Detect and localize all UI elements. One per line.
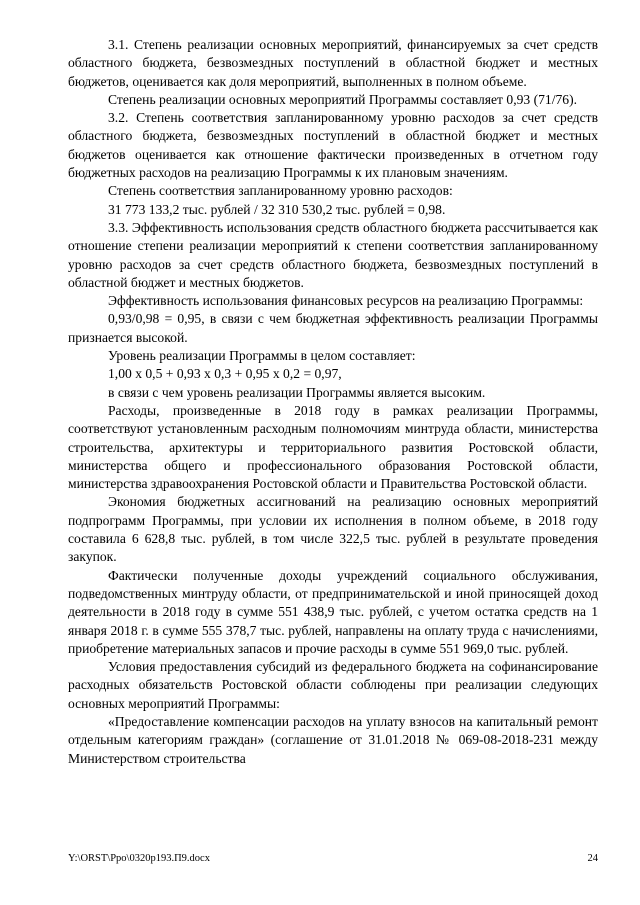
paragraph: 3.1. Степень реализации основных мероприятий, финансируемых за счет средств областного бюджета, безвозмездных поступлений в областной бюджет и местных бюджетов, оценивается как доля мероприятий, выполненных в полном объеме. — [68, 37, 598, 89]
paragraph: в связи с чем уровень реализации Программы является высоким. — [108, 384, 486, 400]
page-number: 24 — [587, 853, 598, 864]
paragraph: Фактически полученные доходы учреждений социального обслуживания, подведомственных минтруду области, от предпринимательской и иной приносящей доход деятельности в 2018 году в сумме 551 438,9 тыс. рублей, с учетом остатка средств на 1 января 2018 г. в сумме 555 378,7 тыс. рублей, направлены на оплату труда с начислениями, приобретение материальных запасов и прочие расходы в сумме 551 969,0 тыс. рублей. — [68, 567, 598, 656]
paragraph: Степень реализации основных мероприятий Программы составляет 0,93 (71/76). — [108, 91, 578, 107]
paragraph: 3.3. Эффективность использования средств областного бюджета рассчитывается как отношение степени реализации мероприятий к степени соответствия запланированному уровню расходов за счет средств областного бюджета, безвозмездных поступлений в областной бюджет и местных бюджетов. — [68, 219, 598, 290]
document-body — [68, 36, 598, 768]
formula-line: 31 773 133,2 тыс. рублей / 32 310 530,2 тыс. рублей = 0,98. — [108, 201, 446, 217]
paragraph: Степень соответствия запланированному уровню расходов: — [108, 183, 453, 199]
paragraph: «Предоставление компенсации расходов на уплату взносов на капитальный ремонт отдельным категориям граждан» (соглашение от 31.01.2018 № 069-08-2018-231 между Министерством строительства — [68, 713, 598, 766]
formula-paragraph: 0,93/0,98 = 0,95, в связи с чем бюджетная эффективность реализации Программы признается высокой. — [68, 311, 598, 345]
paragraph: Уровень реализации Программы в целом составляет: — [108, 348, 416, 364]
file-path: Y:\ORST\Ppo\0320p193.П9.docx — [68, 853, 210, 864]
paragraph: Расходы, произведенные в 2018 году в рамках реализации Программы, соответствуют установленным расходным полномочиям минтруда области, министерства строительства, архитектуры и территориального развития Ростовской области, министерства общего и профессионального образования Ростовской области, министерства здравоохранения Ростовской области и Правительства Ростовской области. — [68, 402, 598, 492]
paragraph: Условия предоставления субсидий из федерального бюджета на софинансирование расходных обязательств Ростовской области соблюдены при реализации следующих основных мероприятий Программы: — [68, 659, 598, 711]
page-footer — [68, 852, 598, 866]
formula-line: 1,00 х 0,5 + 0,93 х 0,3 + 0,95 х 0,2 = 0,97, — [108, 366, 342, 382]
paragraph: Экономия бюджетных ассигнований на реализацию основных мероприятий подпрограмм Программы, при условии их исполнения в полном объеме, в 2018 году составила 6 628,8 тыс. рублей, в том числе 322,5 тыс. рублей в результате проведения закупок. — [68, 494, 598, 565]
paragraph: 3.2. Степень соответствия запланированному уровню расходов за счет средств областного бюджета, безвозмездных поступлений в областной бюджет и местных бюджетов оценивается как отношение фактически произведенных в отчетном году бюджетных расходов на реализацию Программы к их плановым значениям. — [68, 110, 598, 181]
paragraph: Эффективность использования финансовых ресурсов на реализацию Программы: — [108, 293, 584, 309]
